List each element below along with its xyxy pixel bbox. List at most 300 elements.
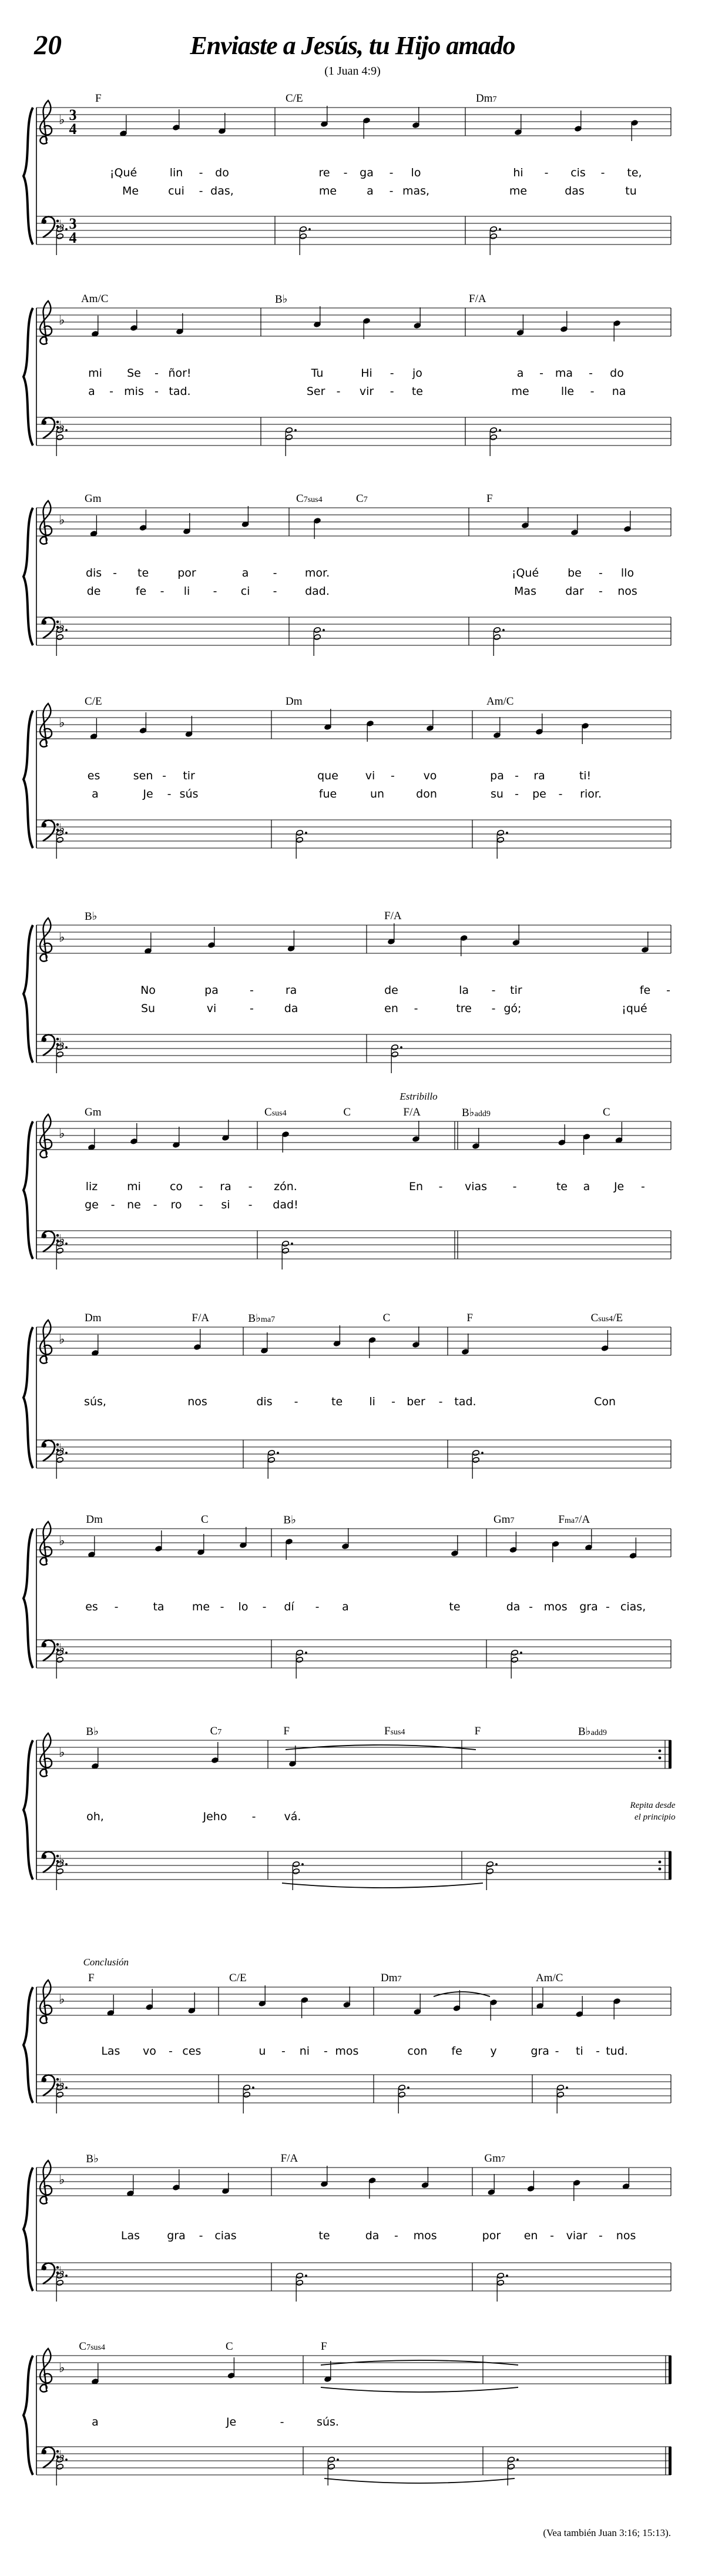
lyric-syllable: ra <box>285 984 297 997</box>
lyric-syllable: con <box>407 2045 428 2058</box>
chord-symbol-text: /E <box>613 1312 623 1324</box>
chord-symbol-text: C <box>210 1725 218 1737</box>
lyric-syllable: gra <box>579 1600 598 1613</box>
chord-symbol <box>86 1725 99 1738</box>
chord-symbol-text: F <box>283 1725 290 1737</box>
key-signature-flat: ♭ <box>59 113 65 128</box>
key-signature-flat: ♭ <box>59 2173 65 2188</box>
system-brace <box>24 711 33 848</box>
lyric-syllable: te, <box>627 166 642 179</box>
chord-symbol-text: C <box>590 1312 599 1324</box>
lyric-syllable: fue <box>318 788 337 800</box>
chord-symbol-text: Am/C <box>486 695 514 708</box>
lyric-syllable: me <box>318 185 337 197</box>
lyric-hyphen: - <box>529 1600 533 1613</box>
chord-symbol-text: B♭ <box>85 910 98 923</box>
lyric-hyphen: - <box>515 788 519 800</box>
lyric-syllable: dad. <box>305 585 330 598</box>
lyric-syllable: ti <box>576 2045 583 2058</box>
chord-symbol <box>591 1312 623 1325</box>
lyric-hyphen: - <box>666 984 671 997</box>
lyric-syllable: dad! <box>273 1198 298 1211</box>
chord-symbol <box>403 1106 421 1119</box>
system-brace <box>24 508 33 645</box>
lyric-hyphen: - <box>162 769 167 782</box>
chord-symbol-text: F <box>474 1725 481 1737</box>
system-brace <box>24 1529 33 1668</box>
lyric-hyphen: - <box>315 1600 320 1613</box>
lyric-syllable: Je <box>143 788 153 800</box>
treble-staff <box>36 308 671 336</box>
lyric-hyphen: - <box>199 166 203 179</box>
bass-staff <box>36 1231 671 1259</box>
key-signature-flat: ♭ <box>59 716 65 731</box>
hymn-number: 20 <box>34 30 62 61</box>
chord-symbol <box>356 493 368 505</box>
barlines <box>303 2356 672 2475</box>
chord-symbol-text: F <box>95 92 102 105</box>
lyric-hyphen: - <box>598 567 603 579</box>
chord-symbol-text: Gm <box>494 1513 511 1526</box>
chord-symbol <box>494 1513 515 1526</box>
lyric-syllable: fe <box>135 585 147 598</box>
chord-symbol <box>264 1106 287 1119</box>
lyric-syllable: Tu <box>311 367 324 380</box>
lyric-syllable: vo <box>423 769 437 782</box>
chord-symbol <box>283 1725 290 1738</box>
treble-staff <box>36 108 671 136</box>
lyric-hyphen: - <box>515 769 519 782</box>
chord-symbol-text: sus4 <box>390 1728 405 1737</box>
lyric-hyphen: - <box>160 585 164 598</box>
lyric-syllable: Je <box>226 2416 237 2428</box>
chord-symbol-text: 7 <box>510 1516 515 1525</box>
slur-tie <box>282 1883 483 1888</box>
chord-symbol-text: sus4 <box>271 1109 287 1118</box>
lyric-syllable: Hi <box>361 367 372 380</box>
lyric-hyphen: - <box>555 2045 559 2058</box>
system-brace <box>24 925 33 1063</box>
chord-symbol-text: B♭ <box>275 293 288 306</box>
scripture-reference: (1 Juan 4:9) <box>324 65 381 78</box>
chord-symbol-text: F <box>558 1513 565 1526</box>
system-brace <box>24 1121 33 1259</box>
lyric-syllable: tad. <box>169 385 191 398</box>
lyric-syllable: ci <box>240 585 250 598</box>
lyric-syllable: a <box>342 1600 349 1613</box>
staff-system-svg <box>0 1513 705 1700</box>
lyric-hyphen: - <box>248 1180 253 1193</box>
bass-staff <box>36 617 671 645</box>
lyric-syllable: cui <box>168 185 184 197</box>
lyric-syllable: Las <box>120 2229 140 2242</box>
lyric-syllable: a <box>92 2416 99 2428</box>
lyric-syllable: tir <box>183 769 195 782</box>
lyric-syllable: mis <box>124 385 144 398</box>
lyric-hyphen: - <box>390 367 394 380</box>
lyric-syllable: de <box>86 585 101 598</box>
melody-notes-decoration <box>145 923 649 956</box>
chord-symbol-text: C <box>264 1106 272 1118</box>
chord-symbol-text: 7sus4 <box>303 495 323 504</box>
lyric-syllable: por <box>482 2229 501 2242</box>
lyric-syllable: liz <box>85 1180 98 1193</box>
barlines <box>275 108 671 244</box>
chord-symbol <box>86 2152 99 2166</box>
lyric-syllable: ro <box>170 1198 182 1211</box>
lyric-syllable: ta <box>153 1600 164 1613</box>
lyric-syllable: ces <box>182 2045 202 2058</box>
chord-symbol <box>81 293 108 306</box>
chord-symbol <box>486 493 493 505</box>
lyric-hyphen: - <box>491 984 496 997</box>
section-label-estribillo: Estribillo <box>400 1091 438 1102</box>
key-signature-flat: ♭ <box>59 822 65 836</box>
staff-system-svg <box>0 92 705 277</box>
chord-symbol <box>85 493 102 505</box>
lyric-syllable: a <box>88 385 95 398</box>
lyric-syllable: da <box>506 1600 521 1613</box>
lyric-syllable: gó; <box>503 1002 522 1015</box>
key-signature-flat: ♭ <box>59 313 65 328</box>
chord-symbol-text: Dm <box>86 1513 103 1526</box>
chord-symbol-text: add9 <box>590 1729 607 1737</box>
lyric-syllable: mos <box>413 2229 437 2242</box>
lyric-syllable: nos <box>187 1395 207 1408</box>
lyric-syllable: te <box>318 2229 330 2242</box>
treble-clef-icon <box>40 1980 52 2024</box>
lyric-syllable: y <box>490 2045 497 2058</box>
key-signature-flat: ♭ <box>59 2448 65 2463</box>
treble-clef-icon <box>40 704 52 747</box>
lyric-syllable: tad. <box>454 1395 476 1408</box>
staff-system-svg <box>0 1725 705 1912</box>
chord-symbol-text: F <box>466 1312 473 1324</box>
lyric-syllable: que <box>317 769 338 782</box>
lyric-syllable: Ser <box>306 385 325 398</box>
chord-symbol-text: C <box>343 1106 351 1118</box>
chord-symbol-text: F <box>88 1972 95 1984</box>
lyric-syllable: gra <box>167 2229 186 2242</box>
lyric-hyphen: - <box>598 2229 603 2242</box>
treble-staff <box>36 1740 671 1768</box>
lyric-hyphen: - <box>273 567 277 579</box>
lyric-hyphen: - <box>114 1600 119 1613</box>
lyric-hyphen: - <box>249 1002 254 1015</box>
chord-symbol-text: 7 <box>363 495 368 504</box>
music-system <box>0 695 705 880</box>
lyric-hyphen: - <box>213 585 217 598</box>
treble-staff <box>36 2356 671 2384</box>
lyric-syllable: vo <box>142 2045 156 2058</box>
lyric-syllable: sús. <box>317 2416 339 2428</box>
lyric-syllable: me <box>192 1600 210 1613</box>
lyric-syllable: me <box>511 385 529 398</box>
lyric-syllable: Las <box>101 2045 120 2058</box>
music-system <box>0 493 705 678</box>
key-signature-flat: ♭ <box>59 2265 65 2279</box>
chord-symbol-text: B♭ <box>86 1726 99 1738</box>
lyric-hyphen: - <box>491 1002 496 1015</box>
chord-symbol-text: C <box>226 2340 233 2353</box>
bass-staff <box>36 2263 671 2291</box>
lyric-syllable: dar <box>565 585 584 598</box>
chord-symbol <box>210 1725 222 1738</box>
treble-staff <box>36 1529 671 1557</box>
chord-symbol-text: 7 <box>492 95 497 104</box>
lyric-syllable: Su <box>140 1002 156 1015</box>
chord-symbol-text: F/A <box>192 1312 209 1324</box>
chord-symbol-text: Gm <box>85 1106 102 1118</box>
chord-symbol-text: 7sus4 <box>86 2343 105 2352</box>
section-label-conclusion: Conclusión <box>83 1957 129 1968</box>
system-brace <box>24 308 33 445</box>
chord-symbol-text: Dm <box>286 695 303 708</box>
lyric-hyphen: - <box>590 385 595 398</box>
lyric-hyphen: - <box>273 585 277 598</box>
lyric-hyphen: - <box>414 1002 418 1015</box>
lyric-syllable: viar <box>566 2229 588 2242</box>
lyric-syllable: nos <box>617 585 637 598</box>
lyric-syllable: ga <box>360 166 374 179</box>
chord-symbol-text: Dm <box>476 92 493 105</box>
lyric-hyphen: - <box>199 1180 203 1193</box>
lyric-syllable: ñor! <box>168 367 192 380</box>
treble-clef-icon <box>40 301 52 344</box>
treble-clef-icon <box>40 1733 52 1777</box>
lyric-hyphen: - <box>391 1395 396 1408</box>
lyric-hyphen: - <box>596 2045 600 2058</box>
chord-symbol <box>286 92 303 105</box>
chord-symbol <box>536 1972 563 1985</box>
chord-symbol-text: add9 <box>474 1110 491 1118</box>
chord-symbol <box>281 2152 298 2165</box>
lyric-hyphen: - <box>251 1810 256 1823</box>
repeat-instruction <box>630 1800 676 1823</box>
lyric-hyphen: - <box>605 1600 610 1613</box>
repeat-instruction-line2: el principio <box>634 1812 676 1822</box>
lyric-syllable: ma <box>555 367 573 380</box>
chord-symbol <box>283 1513 296 1527</box>
key-signature-flat: ♭ <box>59 930 65 945</box>
chord-symbol <box>462 1106 491 1120</box>
treble-clef-icon <box>40 918 52 962</box>
lyric-syllable: mos <box>543 1600 568 1613</box>
lyric-syllable: tre <box>456 1002 472 1015</box>
chord-symbol-text: ma7 <box>564 1516 579 1525</box>
lyric-hyphen: - <box>438 1395 443 1408</box>
treble-clef-icon <box>40 2349 52 2392</box>
lyric-syllable: ti! <box>579 769 592 782</box>
lyric-syllable: sús, <box>84 1395 106 1408</box>
key-signature-flat: ♭ <box>59 1534 65 1549</box>
lyric-hyphen: - <box>640 1180 645 1193</box>
lyric-syllable: cias <box>214 2229 237 2242</box>
lyric-syllable: sen <box>133 769 153 782</box>
chord-symbol-text: B♭ <box>283 1514 297 1526</box>
treble-clef-icon <box>40 2160 52 2204</box>
treble-clef-icon <box>40 1320 52 1364</box>
melody-notes-decoration <box>92 1325 609 1358</box>
lyric-syllable: sús <box>179 788 199 800</box>
staff-system-svg <box>0 910 705 1095</box>
chord-symbol <box>79 2340 105 2353</box>
lyric-syllable: mor. <box>304 567 330 579</box>
lyric-syllable: dis <box>256 1395 273 1408</box>
lyric-hyphen: - <box>109 385 114 398</box>
lyric-hyphen: - <box>110 1198 115 1211</box>
chord-symbol <box>484 2152 505 2165</box>
lyric-hyphen: - <box>281 2045 286 2058</box>
lyric-syllable: de <box>384 984 398 997</box>
lyric-syllable: a <box>367 185 374 197</box>
lyric-hyphen: - <box>248 1198 253 1211</box>
lyric-hyphen: - <box>343 166 348 179</box>
lyric-syllable: ¡Qué <box>109 166 137 179</box>
chord-symbol <box>296 493 323 505</box>
music-system <box>0 1957 705 2135</box>
key-signature-flat: ♭ <box>59 1036 65 1051</box>
system-brace <box>24 2168 33 2291</box>
lyric-syllable: das <box>565 185 585 197</box>
chord-symbol-text: C <box>79 2340 87 2353</box>
lyric-syllable: rior. <box>580 788 602 800</box>
lyric-syllable: fe <box>451 2045 462 2058</box>
lyric-syllable: jo <box>412 367 422 380</box>
chord-symbol <box>476 92 497 105</box>
chord-symbol-text: C <box>296 493 304 505</box>
lyric-hyphen: - <box>220 1600 224 1613</box>
lyric-syllable: la <box>459 984 469 997</box>
lyric-syllable: do <box>610 367 624 380</box>
lyric-syllable: Me <box>122 185 139 197</box>
lyric-syllable: gra <box>531 2045 549 2058</box>
lyric-syllable: lo <box>238 1600 249 1613</box>
chord-symbol <box>469 293 486 306</box>
lyric-syllable: te <box>449 1600 461 1613</box>
chord-symbol-text: F/A <box>280 2152 298 2165</box>
staff-system-svg <box>0 2340 705 2507</box>
lyric-syllable: a <box>92 788 99 800</box>
system-brace <box>24 1987 33 2103</box>
lyric-syllable: dí <box>284 1600 294 1613</box>
lyric-syllable: nos <box>616 2229 636 2242</box>
lyric-syllable: pa <box>204 984 219 997</box>
lyric-syllable: ni <box>299 2045 310 2058</box>
system-brace <box>24 2356 33 2475</box>
chord-symbol <box>384 1725 405 1738</box>
key-signature-flat: ♭ <box>59 1127 65 1141</box>
chord-symbol-text: Gm <box>484 2152 501 2165</box>
chord-symbol-text: Dm <box>381 1972 398 1984</box>
lyric-syllable: me <box>509 185 528 197</box>
bass-staff <box>36 216 671 244</box>
lyric-syllable: lle <box>560 385 575 398</box>
key-signature-flat: ♭ <box>59 1232 65 1247</box>
chord-symbol <box>381 1972 402 1985</box>
treble-staff <box>36 1327 671 1355</box>
chord-symbol <box>321 2340 327 2353</box>
lyric-hyphen: - <box>199 185 203 197</box>
chord-symbol <box>578 1725 607 1738</box>
staff-system-svg <box>0 293 705 478</box>
lyric-syllable: te <box>331 1395 343 1408</box>
lyric-syllable: te <box>137 567 149 579</box>
lyric-syllable: mos <box>335 2045 359 2058</box>
chord-symbol <box>85 695 102 708</box>
lyric-hyphen: - <box>544 166 549 179</box>
lyric-syllable: mas, <box>402 185 430 197</box>
key-signature-flat: ♭ <box>59 419 65 434</box>
lyric-syllable: das, <box>210 185 234 197</box>
lyric-hyphen: - <box>389 185 394 197</box>
lyric-syllable: dis <box>85 567 102 579</box>
lyric-syllable: lo <box>411 166 421 179</box>
hymn-title: Enviaste a Jesús, tu Hijo amado <box>190 31 515 60</box>
chord-symbol-text: F/A <box>469 293 486 305</box>
lyric-syllable: Jeho <box>203 1810 227 1823</box>
chord-symbol-text: F/A <box>384 910 402 922</box>
music-system <box>0 910 705 1095</box>
lyric-syllable: en <box>384 1002 398 1015</box>
key-signature-flat: ♭ <box>59 2361 65 2376</box>
lyric-syllable: es <box>85 1600 98 1613</box>
chord-symbol <box>603 1106 610 1119</box>
slur-tie <box>321 2387 518 2392</box>
chord-symbol-text: C <box>356 493 364 505</box>
lyric-hyphen: - <box>512 1180 517 1193</box>
lyric-syllable: Je <box>613 1180 625 1193</box>
lyric-syllable: vi <box>365 769 375 782</box>
system-brace <box>24 1740 33 1880</box>
chord-symbol-text: 7 <box>217 1728 222 1737</box>
lyric-hyphen: - <box>438 1180 443 1193</box>
chord-symbol <box>286 695 303 708</box>
treble-staff <box>36 1987 671 2015</box>
lyric-syllable: a <box>241 567 249 579</box>
barlines <box>289 508 671 645</box>
lyric-hyphen: - <box>153 1198 157 1211</box>
lyric-syllable: hi <box>513 166 523 179</box>
lyric-hyphen: - <box>113 567 118 579</box>
lyric-syllable: Mas <box>514 585 536 598</box>
chord-symbol-text: F <box>384 1725 391 1737</box>
lyric-syllable: pa <box>490 769 504 782</box>
lyric-hyphen: - <box>394 2229 398 2242</box>
lyric-hyphen: - <box>323 2045 328 2058</box>
chord-symbol-text: C/E <box>229 1972 247 1984</box>
chord-symbol <box>383 1312 391 1325</box>
key-signature-flat: ♭ <box>59 218 65 233</box>
bass-staff <box>36 1640 671 1668</box>
key-signature-flat: ♭ <box>59 1332 65 1347</box>
chord-symbol <box>86 1513 103 1526</box>
bass-staff <box>36 2447 671 2475</box>
bass-staff <box>36 1440 671 1468</box>
lyric-syllable: vá. <box>284 1810 301 1823</box>
lyric-syllable: pe <box>532 788 546 800</box>
chord-symbol <box>558 1513 590 1526</box>
chord-symbol-text: C <box>201 1513 209 1526</box>
lyric-syllable: vias <box>464 1180 488 1193</box>
lyric-syllable: na <box>612 385 626 398</box>
music-system <box>0 2152 705 2323</box>
lyric-syllable: si <box>221 1198 230 1211</box>
melody-notes-decoration <box>92 2357 332 2384</box>
lyric-hyphen: - <box>600 166 605 179</box>
chord-symbol <box>486 695 513 708</box>
lyric-syllable: ¡Qué <box>511 567 539 579</box>
